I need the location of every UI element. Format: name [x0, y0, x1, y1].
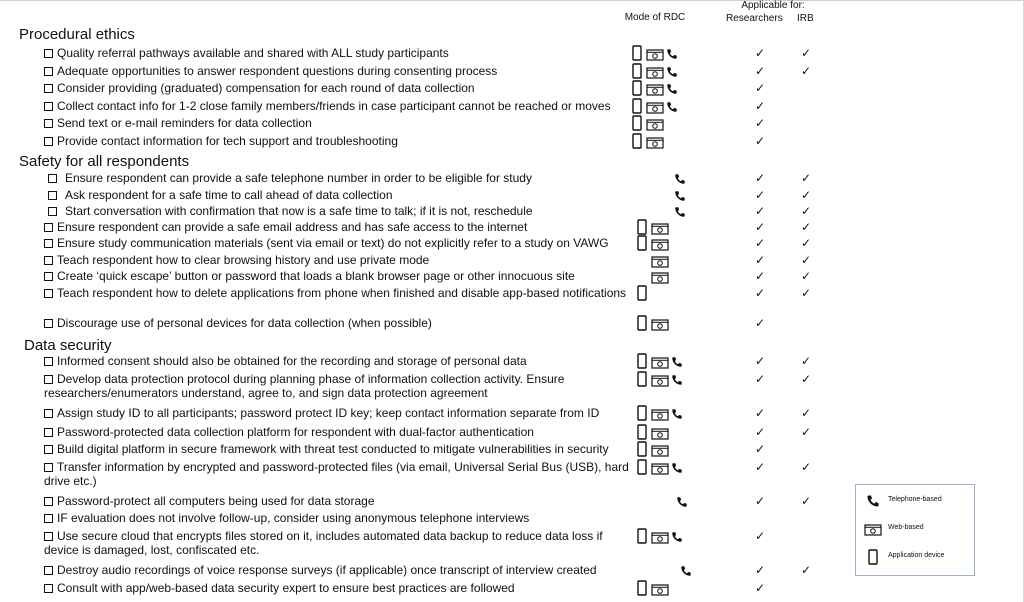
item-text: Collect contact info for 1-2 close family members/friends in case participant cannot be reached or moves	[57, 99, 611, 113]
item-text: IF evaluation does not involve follow-up, consider using anonymous telephone interviews	[57, 511, 530, 525]
item-text: Teach respondent how to delete applications from phone when finished and disable app-based notifications	[57, 286, 627, 300]
item-text: Discourage use of personal devices for data collection (when possible)	[57, 316, 432, 330]
researchers-check: ✓	[755, 494, 766, 508]
irb-check: ✓	[801, 253, 812, 267]
irb-check: ✓	[801, 204, 812, 218]
checkbox[interactable]	[44, 463, 53, 472]
checklist-row	[0, 442, 1024, 458]
item-text: Assign study ID to all participants; password protect ID key; keep contact information separate from ID	[57, 406, 600, 420]
checkbox[interactable]	[44, 102, 53, 111]
item-text: Consult with app/web-based data security expert to ensure best practices are followed	[57, 581, 515, 595]
legend-label: Application device	[888, 552, 945, 559]
researchers-check: ✓	[755, 442, 766, 456]
web-icon	[651, 374, 669, 392]
checklist-item	[44, 134, 398, 148]
checklist-row	[0, 316, 1024, 332]
section-title: Data security	[24, 337, 112, 354]
researchers-check: ✓	[755, 253, 766, 267]
telephone-icon	[671, 373, 683, 391]
checklist-item	[44, 316, 432, 330]
telephone-icon	[680, 564, 692, 582]
telephone-icon	[671, 530, 683, 548]
checklist-row	[0, 236, 1024, 252]
checklist-row	[0, 581, 1024, 597]
irb-check: ✓	[801, 286, 812, 300]
checklist-item	[44, 494, 375, 508]
checklist-row	[0, 204, 1024, 220]
irb-check: ✓	[801, 46, 812, 60]
researchers-check: ✓	[755, 171, 766, 185]
application-device-icon	[637, 371, 647, 392]
checklist-row	[0, 46, 1024, 62]
researchers-check: ✓	[755, 581, 766, 595]
researchers-check: ✓	[755, 236, 766, 250]
item-text: Build digital platform in secure framework with threat test conducted to mitigate vulnerabilities in security	[57, 442, 609, 456]
legend-item-web	[862, 521, 972, 539]
checkbox[interactable]	[44, 239, 53, 248]
checklist-row	[0, 220, 1024, 236]
irb-check: ✓	[801, 425, 812, 439]
irb-check: ✓	[801, 220, 812, 234]
researchers-check: ✓	[755, 460, 766, 474]
item-text: Ensure respondent can provide a safe email address and has safe access to the internet	[57, 220, 528, 234]
checklist-item	[44, 99, 611, 113]
checklist-row	[0, 354, 1024, 370]
checklist-item	[44, 269, 575, 283]
checklist-row	[0, 406, 1024, 422]
checklist-item	[44, 64, 497, 78]
checkbox[interactable]	[44, 289, 53, 298]
checklist-row	[0, 134, 1024, 150]
researchers-check: ✓	[755, 46, 766, 60]
checklist-item	[44, 529, 634, 557]
checkbox[interactable]	[44, 409, 53, 418]
item-text: Develop data protection protocol during planning phase of information collection activity. Ensure researchers/enumerators understand, agree to, and sign data protection agreement	[44, 372, 565, 400]
checkbox[interactable]	[44, 514, 53, 523]
checkbox[interactable]	[48, 191, 57, 200]
application-device-icon	[868, 549, 878, 570]
telephone-icon	[866, 494, 880, 513]
checkbox[interactable]	[44, 428, 53, 437]
checkbox[interactable]	[44, 566, 53, 575]
checkbox[interactable]	[44, 49, 53, 58]
irb-check: ✓	[801, 64, 812, 78]
checkbox[interactable]	[44, 256, 53, 265]
checkbox[interactable]	[44, 137, 53, 146]
legend-label: Web-based	[888, 524, 924, 531]
item-text: Teach respondent how to clear browsing history and use private mode	[57, 253, 430, 267]
item-text: Provide contact information for tech support and troubleshooting	[57, 134, 398, 148]
researchers-check: ✓	[755, 286, 766, 300]
item-text: Password-protect all computers being used for data storage	[57, 494, 375, 508]
web-icon	[646, 136, 664, 154]
web-icon	[864, 523, 882, 541]
irb-check: ✓	[801, 236, 812, 250]
researchers-check: ✓	[755, 269, 766, 283]
researchers-check: ✓	[755, 529, 766, 543]
web-icon	[651, 531, 669, 549]
checkbox[interactable]	[44, 357, 53, 366]
web-icon	[651, 583, 669, 601]
web-icon	[651, 408, 669, 426]
item-text: Ensure study communication materials (sent via email or text) do not explicitly refer to a study on VAWG	[57, 236, 609, 250]
checklist-row	[0, 269, 1024, 285]
item-text: Adequate opportunities to answer respondent questions during consenting process	[57, 64, 498, 78]
irb-check: ✓	[801, 563, 812, 577]
application-device-icon	[637, 285, 647, 306]
legend-item-application	[862, 549, 972, 567]
item-text: Send text or e-mail reminders for data collection	[57, 116, 312, 130]
checklist-row	[0, 425, 1024, 441]
checklist-item	[44, 406, 599, 420]
researchers-header: Researchers	[726, 13, 783, 24]
application-device-icon	[637, 459, 647, 480]
application-device-icon	[637, 315, 647, 336]
irb-check: ✓	[801, 372, 812, 386]
applicable-for-header: Applicable for:	[741, 0, 805, 11]
mode-of-rdc-header: Mode of RDC	[624, 12, 686, 23]
checkbox[interactable]	[44, 84, 53, 93]
researchers-check: ✓	[755, 354, 766, 368]
item-text: Destroy audio recordings of voice response surveys (if applicable) once transcript of interview created	[57, 563, 597, 577]
item-text: Create ‘quick escape’ button or password that loads a blank browser page or other innocuous site	[57, 269, 575, 283]
checkbox[interactable]	[44, 119, 53, 128]
checklist-item	[44, 354, 527, 368]
checklist-item	[44, 511, 529, 525]
checklist-item	[44, 581, 515, 595]
checkbox[interactable]	[44, 584, 53, 593]
item-text: Quality referral pathways available and shared with ALL study participants	[57, 46, 449, 60]
item-text: Consider providing (graduated) compensation for each round of data collection	[57, 81, 475, 95]
checkbox[interactable]	[48, 207, 57, 216]
checklist-row	[0, 99, 1024, 115]
checkbox[interactable]	[44, 375, 53, 384]
telephone-icon	[671, 355, 683, 373]
item-text: Password-protected data collection platform for respondent with dual-factor authentication	[57, 425, 534, 439]
checkbox[interactable]	[48, 174, 57, 183]
researchers-check: ✓	[755, 372, 766, 386]
telephone-icon	[671, 407, 683, 425]
telephone-icon	[671, 461, 683, 479]
checklist-item	[44, 460, 634, 488]
application-device-icon	[637, 405, 647, 426]
legend-box	[855, 484, 975, 576]
application-device-icon	[637, 528, 647, 549]
checklist-item	[44, 116, 312, 130]
checklist-row	[0, 460, 1024, 488]
checklist-item	[44, 253, 429, 267]
checklist-row	[0, 188, 1024, 204]
researchers-check: ✓	[755, 316, 766, 330]
checklist-item	[44, 171, 532, 185]
telephone-icon	[666, 47, 678, 65]
checkbox[interactable]	[44, 272, 53, 281]
researchers-check: ✓	[755, 64, 766, 78]
legend-label: Telephone-based	[888, 496, 942, 503]
irb-check: ✓	[801, 269, 812, 283]
checkbox[interactable]	[44, 67, 53, 76]
checklist-row	[0, 372, 1024, 400]
researchers-check: ✓	[755, 81, 766, 95]
item-text: Transfer information by encrypted and password-protected files (via email, Universal Serial Bus (USB), hard drive etc.)	[44, 460, 629, 488]
researchers-check: ✓	[755, 220, 766, 234]
researchers-check: ✓	[755, 406, 766, 420]
checklist-item	[44, 425, 534, 439]
checkbox[interactable]	[44, 223, 53, 232]
checklist-row	[0, 286, 1024, 302]
item-text: Ask respondent for a safe time to call ahead of data collection	[65, 188, 393, 202]
top-border	[0, 0, 1024, 1]
checkbox[interactable]	[44, 445, 53, 454]
researchers-check: ✓	[755, 134, 766, 148]
irb-check: ✓	[801, 406, 812, 420]
checkbox[interactable]	[44, 497, 53, 506]
checklist-row	[0, 81, 1024, 97]
item-text: Use secure cloud that encrypts files stored on it, includes automated data backup to reduce data loss if device is damaged, lost, confiscated etc.	[44, 529, 603, 557]
web-icon	[651, 318, 669, 336]
web-icon	[651, 462, 669, 480]
checklist-item	[44, 372, 634, 400]
section-title: Safety for all respondents	[19, 153, 190, 170]
irb-check: ✓	[801, 494, 812, 508]
irb-check: ✓	[801, 354, 812, 368]
checkbox[interactable]	[44, 532, 53, 541]
irb-check: ✓	[801, 460, 812, 474]
checklist-item	[44, 220, 527, 234]
irb-header: IRB	[797, 13, 814, 24]
checklist-row	[0, 116, 1024, 132]
telephone-icon	[666, 82, 678, 100]
legend-item-telephone	[862, 493, 972, 511]
item-text: Start conversation with confirmation that now is a safe time to talk; if it is not, reschedule	[65, 204, 533, 218]
checklist-row	[0, 171, 1024, 187]
application-device-icon	[632, 133, 642, 154]
researchers-check: ✓	[755, 188, 766, 202]
irb-check: ✓	[801, 171, 812, 185]
researchers-check: ✓	[755, 563, 766, 577]
checklist-row	[0, 253, 1024, 269]
checkbox[interactable]	[44, 319, 53, 328]
researchers-check: ✓	[755, 204, 766, 218]
checklist-item	[44, 286, 634, 300]
checklist-item	[44, 442, 609, 456]
item-text: Ensure respondent can provide a safe telephone number in order to be eligible for study	[65, 171, 532, 185]
checklist-item	[44, 46, 449, 60]
checklist-item	[44, 81, 475, 95]
researchers-check: ✓	[755, 425, 766, 439]
section-title: Procedural ethics	[19, 26, 135, 43]
irb-check: ✓	[801, 188, 812, 202]
researchers-check: ✓	[755, 99, 766, 113]
checklist-item	[44, 204, 533, 218]
researchers-check: ✓	[755, 116, 766, 130]
item-text: Informed consent should also be obtained for the recording and storage of personal data	[57, 354, 527, 368]
checklist-item	[44, 236, 609, 250]
checklist-row	[0, 64, 1024, 80]
checklist-item	[44, 563, 597, 577]
checklist-item	[44, 188, 393, 202]
application-device-icon	[637, 580, 647, 601]
